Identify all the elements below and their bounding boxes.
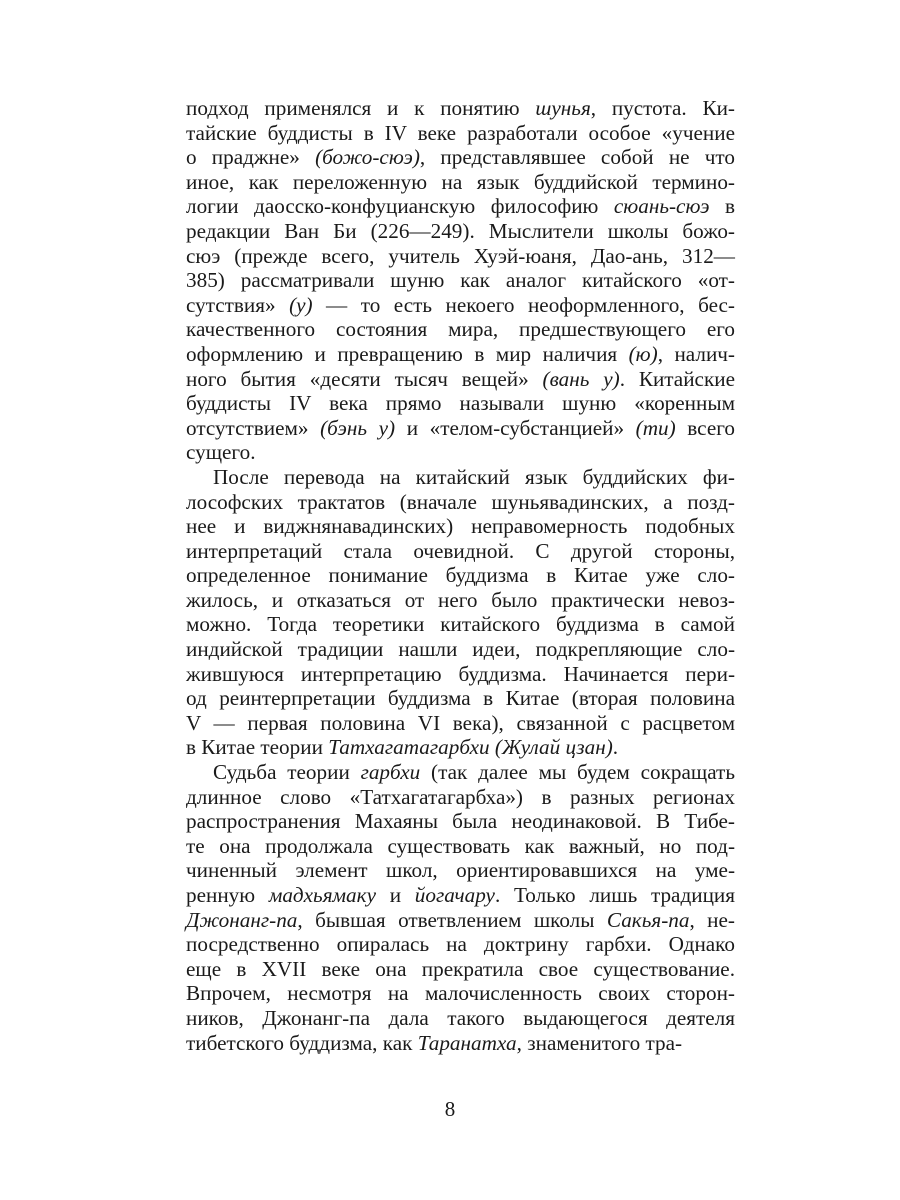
italic-term: (у) <box>289 292 313 317</box>
text-run: о праджне» <box>186 145 316 170</box>
text-run: тибетского буддизма, как <box>186 1030 418 1055</box>
text-run: иное, как переложенную на язык буддийской термино- <box>186 169 735 194</box>
text-run: од реинтерпретации буддизма в Китае (вторая половина <box>186 686 735 711</box>
text-run: логии даосско-конфуцианскую философию <box>186 194 614 219</box>
text-run: . Китайские <box>619 366 735 391</box>
text-line <box>186 268 735 293</box>
text-run: сутствия» <box>186 292 290 317</box>
text-line <box>186 858 735 883</box>
text-line <box>186 711 735 736</box>
text-line <box>186 809 735 834</box>
text-run: еще в XVII веке она прекратила свое существование. <box>186 956 735 981</box>
paragraph <box>186 465 735 760</box>
text-run: всего <box>675 415 735 440</box>
text-line <box>186 637 735 662</box>
text-run: определенное понимание буддизма в Китае уже сло- <box>186 563 735 588</box>
text-run: , пустота. Ки- <box>590 96 735 120</box>
text-run: , бывшая ответвлением школы <box>297 907 607 932</box>
text-line <box>186 563 735 588</box>
text-run: 385) рассматривали шуню как аналог китайского «от- <box>186 268 735 293</box>
text-run: чиненный элемент школ, ориентировавшихся на уме- <box>186 858 735 883</box>
italic-term: Сакья-па <box>606 907 690 932</box>
text-run: в Китае теории <box>186 735 329 760</box>
text-run: — то есть некоего неоформленного, бес- <box>312 292 735 317</box>
text-line <box>186 244 735 269</box>
page-number: 8 <box>444 1097 456 1121</box>
italic-term: гарбхи <box>360 760 421 785</box>
text-line <box>186 908 735 933</box>
text-line <box>186 514 735 539</box>
text-line <box>186 834 735 859</box>
text-run: в <box>709 194 735 219</box>
text-run: лософских трактатов (вначале шуньявадинских, а позд- <box>186 489 735 514</box>
text-run: буддисты IV века прямо называли шуню «коренным <box>186 391 735 416</box>
text-run: Судьба теории <box>213 760 361 785</box>
text-line <box>186 96 735 121</box>
text-run: индийской традиции нашли идеи, подкрепляющие сло- <box>186 637 735 662</box>
text-run: (так далее мы будем сокращать <box>420 760 735 785</box>
text-run: и <box>375 883 415 907</box>
text-run: посредственно опиралась на доктрину гарбхи. Однако <box>186 932 735 957</box>
text-run: ренную <box>186 883 269 907</box>
text-run: и «телом-субстанцией» <box>395 415 636 440</box>
text-line <box>186 1031 735 1056</box>
text-run: подход применялся и к понятию <box>186 96 536 120</box>
text-run: После перевода на китайский язык буддийских фи- <box>213 464 735 489</box>
text-line <box>186 391 735 416</box>
paragraph <box>186 760 735 1055</box>
text-line <box>186 490 735 515</box>
text-line <box>186 1006 735 1031</box>
text-run: качественного состояния мира, предшествующего его <box>186 317 735 342</box>
text-line <box>186 785 735 810</box>
text-line <box>186 539 735 564</box>
text-line <box>186 588 735 613</box>
text-run: распространения Махаяны была неодинаковой. В Тибе- <box>186 809 735 834</box>
text-line <box>186 293 735 318</box>
italic-term: мадхьямаку <box>268 883 376 907</box>
text-run: , не- <box>689 907 735 932</box>
text-run: те она продолжала существовать как важный, но под- <box>186 833 735 858</box>
text-line <box>186 465 735 490</box>
text-run: отсутствием» <box>186 415 321 440</box>
text-run: редакции Ван Би (226—249). Мыслители школы божо- <box>186 218 735 243</box>
body-text <box>186 96 735 1055</box>
text-line <box>186 662 735 687</box>
text-line <box>186 367 735 392</box>
text-line <box>186 145 735 170</box>
text-run: длинное слово «Татхагатагарбха») в разных регионах <box>186 784 735 809</box>
text-run: , знаменитого тра- <box>516 1030 683 1055</box>
paragraph <box>186 96 735 465</box>
italic-term: Джонанг-па <box>186 907 298 932</box>
text-line <box>186 932 735 957</box>
text-line <box>186 957 735 982</box>
text-line <box>186 883 735 908</box>
italic-term: (вань у) <box>542 366 620 391</box>
text-run: сюэ (прежде всего, учитель Хуэй-юаня, Дао-ань, 312— <box>186 243 735 268</box>
text-line <box>186 194 735 219</box>
text-run: оформлению и превращению в мир наличия <box>186 341 629 366</box>
text-line <box>186 760 735 785</box>
text-line <box>186 735 735 760</box>
text-run: . <box>612 735 619 760</box>
text-run: ников, Джонанг-па дала такого выдающегося деятеля <box>186 1005 735 1030</box>
text-line <box>186 612 735 637</box>
italic-term: сюань-сюэ <box>613 194 710 219</box>
text-line <box>186 317 735 342</box>
text-line <box>186 342 735 367</box>
text-run: интерпретаций стала очевидной. С другой стороны, <box>186 538 735 563</box>
text-line <box>186 686 735 711</box>
text-run: нее и виджнянавадинских) неправомерность подобных <box>186 514 735 539</box>
italic-term: (ти) <box>635 415 676 440</box>
text-run: можно. Тогда теоретики китайского буддизма в самой <box>186 612 735 637</box>
text-run: Впрочем, несмотря на малочисленность своих сторон- <box>186 981 735 1006</box>
italic-term: (бэнь у) <box>320 415 396 440</box>
text-line <box>186 440 735 465</box>
text-line <box>186 416 735 441</box>
italic-term: йогачару <box>414 883 495 907</box>
text-run: ного бытия «десяти тысяч вещей» <box>186 366 543 391</box>
text-line <box>186 219 735 244</box>
text-line <box>186 981 735 1006</box>
text-line <box>186 170 735 195</box>
text-run: , представлявшее собой не что <box>419 145 736 170</box>
text-line <box>186 121 735 146</box>
italic-term: Татхагатагарбхи (Жулай цзан) <box>328 735 613 760</box>
italic-term: (ю) <box>628 341 658 366</box>
text-run: сущего. <box>186 440 256 465</box>
italic-term: (божо-сюэ) <box>315 145 420 170</box>
italic-term: шунья <box>535 96 591 120</box>
italic-term: Таранатха <box>417 1030 517 1055</box>
text-run: жившуюся интерпретацию буддизма. Начинается пери- <box>186 661 735 686</box>
text-run: V — первая половина VI века), связанной с расцветом <box>186 710 735 735</box>
text-run: . Только лишь традиция <box>494 883 736 907</box>
text-run: тайские буддисты в IV веке разработали особое «учение <box>186 120 735 145</box>
text-run: , налич- <box>657 341 735 366</box>
text-run: жилось, и отказаться от него было практически невоз- <box>186 587 735 612</box>
